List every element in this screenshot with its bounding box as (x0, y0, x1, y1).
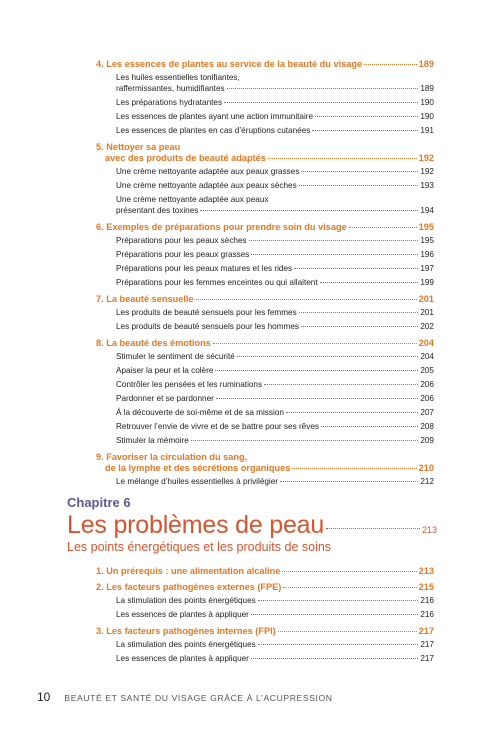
toc-subentry[interactable] (96, 193, 434, 218)
toc-entry-title: raffermissantes, humidifiantes (116, 84, 225, 93)
toc-entry-title: Les essences de plantes à appliquer (116, 654, 249, 663)
toc-entry-title: Les essences de plantes ayant une action immunitaire (116, 112, 314, 121)
chapter-page-number: 213 (421, 525, 437, 535)
toc-subentry[interactable] (96, 248, 434, 262)
toc-list-top (96, 57, 434, 489)
toc-page-number: 191 (420, 126, 434, 135)
toc-page-number: 204 (420, 352, 434, 361)
dot-leader (294, 268, 418, 269)
toc-entry-title: Une crème nettoyante adaptée aux peaux sèches (116, 181, 297, 190)
toc-entry-title: Les essences de plantes à appliquer (116, 610, 249, 619)
toc-entry-title-line: 5. Nettoyer sa peau (96, 142, 181, 152)
toc-subentry[interactable] (96, 96, 434, 110)
dot-leader (301, 171, 418, 172)
toc-entry-title: 6. Exemples de préparations pour prendre soin du visage (96, 222, 347, 232)
dot-leader (249, 240, 419, 241)
dot-leader (268, 158, 417, 159)
toc-entry-title: Apaiser la peur et la colère (116, 366, 214, 375)
toc-subentry[interactable] (96, 364, 434, 378)
toc-entry-title: La stimulation des points énergétiques (116, 640, 256, 649)
dot-leader (286, 412, 418, 413)
toc-entry-title-line: Une crème nettoyante adaptée aux peaux (116, 195, 269, 204)
toc-page-number: 202 (420, 322, 434, 331)
toc-page-number: 193 (420, 181, 434, 190)
toc-page-number: 205 (420, 366, 434, 375)
toc-page-number: 195 (420, 236, 434, 245)
toc-page-number: 204 (418, 338, 434, 348)
toc-page-number: 189 (420, 84, 434, 93)
toc-entry-title: Les produits de beauté sensuels pour les hommes (116, 322, 299, 331)
toc-entry-title: Les préparations hydratantes (116, 98, 223, 107)
dot-leader (213, 343, 417, 344)
toc-page-number: 207 (420, 408, 434, 417)
toc-entry-title: Une crème nettoyante adaptée aux peaux grasses (116, 167, 300, 176)
toc-section-entry[interactable] (96, 140, 434, 165)
toc-entry-title: Le mélange d’huiles essentielles à privilégier (116, 477, 279, 486)
toc-page-number: 199 (420, 278, 434, 287)
toc-section-entry[interactable] (96, 624, 434, 638)
dot-leader (282, 571, 416, 572)
toc-list-bottom (96, 564, 434, 666)
dot-leader (200, 210, 418, 211)
toc-section-entry[interactable] (96, 220, 434, 234)
toc-subentry[interactable] (96, 406, 434, 420)
toc-section-entry[interactable] (96, 57, 434, 71)
toc-entry-title: Préparations pour les femmes enceintes ou qui allaitent (116, 278, 318, 287)
dot-leader (301, 326, 418, 327)
dot-leader (283, 587, 416, 588)
toc-page-number: 206 (420, 380, 434, 389)
toc-subentry[interactable] (96, 594, 434, 608)
dot-leader (251, 614, 418, 615)
dot-leader (321, 426, 418, 427)
toc-subentry[interactable] (96, 392, 434, 406)
toc-subentry[interactable] (96, 71, 434, 96)
chapter-title-row[interactable] (67, 511, 437, 539)
toc-subentry[interactable] (96, 276, 434, 290)
dot-leader (299, 312, 419, 313)
toc-subentry[interactable] (96, 638, 434, 652)
toc-entry-title: 3. Les facteurs pathogènes internes (FPI) (96, 626, 276, 636)
toc-subentry[interactable] (96, 420, 434, 434)
toc-section-entry[interactable] (96, 580, 434, 594)
toc-entry-title: Les essences de plantes en cas d’éruptions cutanées (116, 126, 311, 135)
toc-page-number: 195 (418, 222, 434, 232)
toc-entry-title: présentant des toxines (116, 206, 199, 215)
chapter-label: Chapitre 6 (67, 495, 131, 510)
dot-leader (191, 440, 419, 441)
toc-page-number: 197 (420, 264, 434, 273)
toc-page-number: 206 (420, 394, 434, 403)
toc-entry-title: À la découverte de soi-même et de sa mission (116, 408, 284, 417)
toc-subentry[interactable] (96, 475, 434, 489)
toc-subentry[interactable] (96, 350, 434, 364)
toc-page-number: 217 (420, 640, 434, 649)
page-footer (37, 690, 333, 704)
toc-entry-title: Retrouver l’envie de vivre et de se battre pour ses rêves (116, 422, 319, 431)
dot-leader (364, 64, 417, 65)
toc-entry-title: Pardonner et se pardonner (116, 394, 214, 403)
toc-subentry[interactable] (96, 608, 434, 622)
toc-entry-title: 2. Les facteurs pathogènes externes (FPE) (96, 582, 282, 592)
toc-page-number: 210 (418, 463, 434, 473)
dot-leader (320, 282, 419, 283)
toc-entry-title-line: Les huiles essentielles tonifiantes, (116, 73, 240, 82)
dot-leader (258, 600, 419, 601)
dot-leader (280, 481, 418, 482)
toc-page-number: 216 (420, 610, 434, 619)
toc-entry-title: 1. Un prérequis : une alimentation alcaline (96, 566, 281, 576)
toc-entry-title: 8. La beauté des émotions (96, 338, 211, 348)
toc-entry-title: Préparations pour les peaux matures et les rides (116, 264, 293, 273)
toc-subentry[interactable] (96, 434, 434, 448)
toc-subentry[interactable] (96, 652, 434, 666)
toc-page-number: 215 (418, 582, 434, 592)
dot-leader (299, 185, 419, 186)
toc-page-number: 196 (420, 250, 434, 259)
toc-page-number: 201 (420, 308, 434, 317)
toc-page-number: 208 (420, 422, 434, 431)
dot-leader (292, 468, 416, 469)
toc-page-number: 192 (420, 167, 434, 176)
dot-leader (224, 102, 418, 103)
toc-entry-title-line: 9. Favoriser la circulation du sang, (96, 452, 248, 462)
dot-leader (251, 254, 418, 255)
toc-section-entry[interactable] (96, 450, 434, 475)
dot-leader (216, 398, 418, 399)
dot-leader (349, 227, 417, 228)
toc-subentry[interactable] (96, 179, 434, 193)
toc-page-number: 217 (418, 626, 434, 636)
toc-page-number: 217 (420, 654, 434, 663)
toc-subentry[interactable] (96, 234, 434, 248)
footer-running-title: BEAUTÉ ET SANTÉ DU VISAGE GRÂCE À L’ACUPRESSION (64, 693, 333, 703)
toc-page-number: 190 (420, 112, 434, 121)
toc-page-number: 194 (420, 206, 434, 215)
toc-entry-title: 7. La beauté sensuelle (96, 294, 194, 304)
toc-section-entry[interactable] (96, 336, 434, 350)
dot-leader (264, 384, 418, 385)
toc-subentry[interactable] (96, 378, 434, 392)
chapter-title: Les problèmes de peau (67, 511, 325, 539)
toc-entry-title: Les produits de beauté sensuels pour les femmes (116, 308, 297, 317)
dot-leader (196, 299, 417, 300)
toc-subentry[interactable] (96, 320, 434, 334)
dot-leader (278, 631, 417, 632)
toc-subentry[interactable] (96, 262, 434, 276)
toc-entry-title: 4. Les essences de plantes au service de la beauté du visage (96, 59, 363, 69)
toc-page-number: 213 (418, 566, 434, 576)
dot-leader (227, 88, 419, 89)
toc-entry-title: de la lymphe et des sécrétions organiques (105, 463, 291, 473)
toc-entry-title: Stimuler le sentiment de sécurité (116, 352, 235, 361)
footer-page-number: 10 (37, 690, 51, 704)
dot-leader (315, 116, 418, 117)
toc-page-number: 212 (420, 477, 434, 486)
chapter-heading (67, 495, 437, 555)
toc-section-entry[interactable] (96, 292, 434, 306)
dot-leader (326, 528, 420, 529)
toc-entry-title: Stimuler la mémoire (116, 436, 189, 445)
toc-entry-title: La stimulation des points énergétiques (116, 596, 256, 605)
toc-section-entry[interactable] (96, 564, 434, 578)
dot-leader (237, 356, 419, 357)
dot-leader (258, 644, 419, 645)
dot-leader (251, 658, 418, 659)
toc-entry-title: Contrôler les pensées et les ruminations (116, 380, 263, 389)
toc-entry-title: avec des produits de beauté adaptés (105, 153, 266, 163)
toc-subentry[interactable] (96, 110, 434, 124)
toc-page-number: 192 (418, 153, 434, 163)
toc-page-number: 190 (420, 98, 434, 107)
toc-page-number: 189 (418, 59, 434, 69)
toc-page-number: 216 (420, 596, 434, 605)
toc-subentry[interactable] (96, 124, 434, 138)
chapter-subtitle: Les points énergétiques et les produits de soins (67, 540, 332, 554)
toc-entry-title: Préparations pour les peaux sèches (116, 236, 247, 245)
dot-leader (312, 130, 418, 131)
toc-subentry[interactable] (96, 306, 434, 320)
toc-subentry[interactable] (96, 165, 434, 179)
toc-entry-title: Préparations pour les peaux grasses (116, 250, 250, 259)
toc-page-number: 209 (420, 436, 434, 445)
toc-page-number: 201 (418, 294, 434, 304)
dot-leader (215, 370, 418, 371)
